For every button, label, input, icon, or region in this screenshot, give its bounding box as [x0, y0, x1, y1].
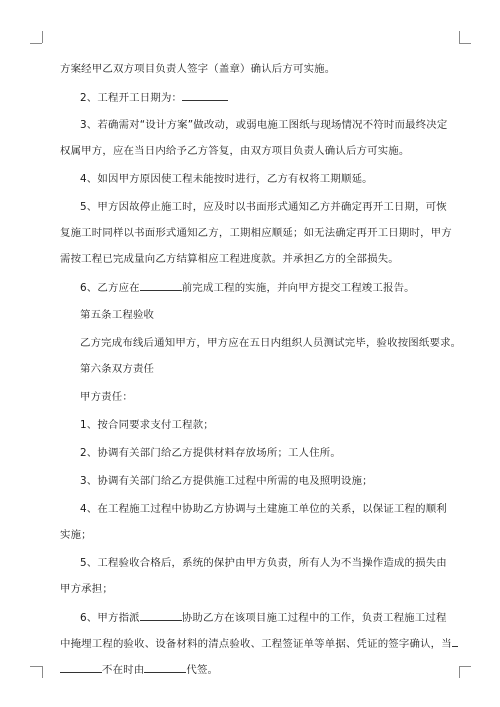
- text-line: 3、协调有关部门给乙方提供施工过程中所需的电及照明设施；: [80, 475, 373, 487]
- text-fragment: 前完成工程的实施，并向甲方提交工程竣工报告。: [181, 282, 415, 294]
- crop-mark-bottom-right-v: [459, 666, 460, 678]
- blank-field: [60, 662, 102, 673]
- crop-mark-bottom-left-h: [30, 666, 42, 667]
- text-line: 乙方完成布线后通知甲方，甲方应在五日内组织人员测试完毕，验收按图纸要求。: [80, 337, 462, 349]
- section-heading: 第五条工程验收: [80, 309, 155, 321]
- text-fragment: 中掩埋工程的验收、设备材料的清点验收、工程签证单等单据、凭证的签字确认，当: [60, 638, 452, 650]
- blank-field: [140, 280, 182, 291]
- text-fragment: 协助乙方在该项目施工过程中的工作，负责工程施工过程: [181, 612, 447, 624]
- text-line: 4、在工程施工过程中协助乙方协调与土建施工单位的关系，以保证工程的顺利: [80, 503, 447, 515]
- text-line: [60, 636, 458, 651]
- blank-field: [144, 662, 186, 673]
- blank-field: [182, 90, 228, 101]
- text-fragment: 6、甲方指派: [80, 612, 140, 624]
- blank-field: [140, 610, 182, 621]
- crop-mark-bottom-left-v: [42, 666, 43, 678]
- text-fragment: 代签。: [186, 664, 219, 676]
- text-fragment: 2、工程开工日期为：: [80, 92, 183, 104]
- crop-mark-bottom-right-h: [459, 666, 471, 667]
- text-line: [80, 610, 447, 625]
- blank-field: [452, 636, 458, 647]
- text-line: 复施工时同样以书面形式通知乙方，工期相应顺延；如无法确定再开工日期时，甲方: [60, 227, 452, 239]
- text-fragment: 6、乙方应在: [80, 282, 140, 294]
- text-line: [60, 662, 218, 677]
- crop-mark-top-right-v: [459, 31, 460, 43]
- text-line: [80, 90, 228, 105]
- text-line: 3、若确需对“设计方案”做改动，或弱电施工图纸与现场情况不符时而最终决定: [80, 119, 448, 131]
- text-line: 甲方责任：: [80, 391, 133, 403]
- text-line: 2、协调有关部门给乙方提供材料存放场所；工人住所。: [80, 447, 341, 459]
- text-line: 需按工程已完成量向乙方结算相应工程进度款。并承担乙方的全部损失。: [60, 253, 399, 265]
- text-line: [80, 280, 415, 295]
- text-line: 甲方承担；: [60, 583, 113, 595]
- text-fragment: 不在时由: [102, 664, 145, 676]
- crop-mark-top-left-h: [30, 43, 42, 44]
- text-line: 4、如因甲方原因使工程未能按时进行，乙方有权将工期顺延。: [80, 173, 373, 185]
- crop-mark-top-right-h: [459, 43, 471, 44]
- text-line: 权属甲方，应在当日内给予乙方答复，由双方项目负责人确认后方可实施。: [60, 145, 410, 157]
- text-line: 1、按合同要求支付工程款；: [80, 419, 214, 431]
- text-line: 5、工程验收合格后，系统的保护由甲方负责，所有人为不当操作造成的损失由: [80, 557, 447, 569]
- crop-mark-top-left-v: [42, 31, 43, 43]
- text-line: 方案经甲乙双方项目负责人签字（盖章）确认后方可实施。: [60, 63, 336, 75]
- text-line: 5、甲方因故停止施工时，应及时以书面形式通知乙方并确定再开工日期，可恢: [80, 201, 447, 213]
- text-line: 实施；: [60, 529, 92, 541]
- section-heading: 第六条双方责任: [80, 363, 155, 375]
